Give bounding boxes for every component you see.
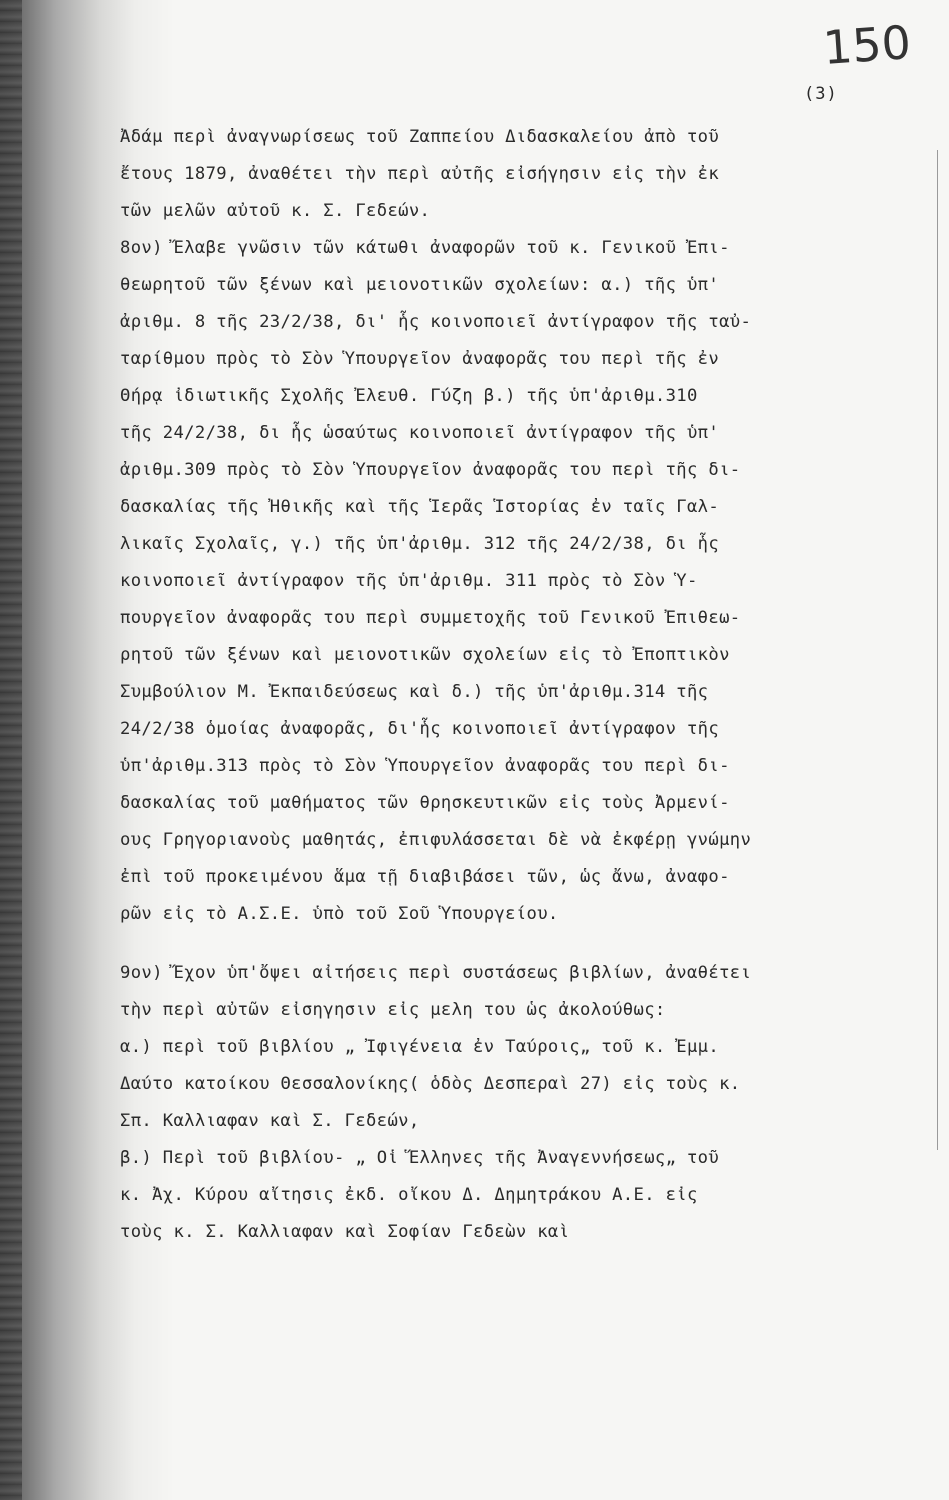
text-line: Θήρᾳ ἰδιωτικῆς Σχολῆς Ἐλευθ. Γύζη β.) τῆς ὑπ'ἀριθμ.310 [120, 386, 698, 406]
margin-rule [937, 150, 938, 1150]
paragraph-gap [120, 933, 935, 955]
text-line: ὑπ'ἀριθμ.313 πρὸς τὸ Σὸν Ὑπουργεῖον ἀναφορᾶς του περὶ δι- [120, 756, 730, 776]
folio-number: 150 [821, 15, 913, 75]
text-line: θεωρητοῦ τῶν ξένων καὶ μειονοτικῶν σχολείων: α.) τῆς ὑπ' [120, 275, 720, 295]
text-line: τῆς 24/2/38, δι ἧς ὡσαύτως κοινοποιεῖ ἀντίγραφον τῆς ὑπ' [120, 423, 720, 443]
text-line: ρητοῦ τῶν ξένων καὶ μειονοτικῶν σχολείων εἰς τὸ Ἐποπτικὸν [120, 645, 730, 665]
text-line: ἀριθμ.309 πρὸς τὸ Σὸν Ὑπουργεῖον ἀναφορᾶς του περὶ τῆς δι- [120, 460, 741, 480]
text-line: τῶν μελῶν αὐτοῦ κ. Σ. Γεδεών. [120, 201, 431, 221]
page-mark: (3) [804, 84, 838, 104]
text-line: Σπ. Καλλιαφαν καὶ Σ. Γεδεών, [120, 1111, 420, 1131]
text-line: β.) Περὶ τοῦ βιβλίου- „ Οἱ Ἕλληνες τῆς Ἀναγεννήσεως„ τοῦ [120, 1148, 720, 1168]
typed-text-block [120, 119, 935, 1251]
text-line: Ἀδάμ περὶ ἀναγνωρίσεως τοῦ Ζαππείου Διδασκαλείου ἀπὸ τοῦ [120, 127, 720, 147]
text-line: κ. Ἀχ. Κύρου αἴτησις ἐκδ. οἴκου Δ. Δημητράκου Α.Ε. εἰς [120, 1185, 698, 1205]
text-line: κοινοποιεῖ ἀντίγραφον τῆς ὑπ'ἀριθμ. 311 πρὸς τὸ Σὸν Ὑ- [120, 571, 698, 591]
text-line: ἐπὶ τοῦ προκειμένου ἅμα τῇ διαβιβάσει τῶν, ὡς ἄνω, ἀναφο- [120, 867, 730, 887]
text-line: 24/2/38 ὁμοίας ἀναφορᾶς, δι'ἧς κοινοποιεῖ ἀντίγραφον τῆς [120, 719, 720, 739]
text-line: τὴν περὶ αὐτῶν εἰσηγησιν εἰς μελη του ὡς ἀκολούθως: [120, 1000, 666, 1020]
book-binding-edge [0, 0, 22, 1500]
text-line: α.) περὶ τοῦ βιβλίου „ Ἰφιγένεια ἐν Ταύροις„ τοῦ κ. Ἐμμ. [120, 1037, 720, 1057]
text-line: ταρίθμου πρὸς τὸ Σὸν Ὑπουργεῖον ἀναφορᾶς του περὶ τῆς ἐν [120, 349, 720, 369]
text-line: ρῶν εἰς τὸ Α.Σ.Ε. ὑπὸ τοῦ Σοῦ Ὑπουργείου. [120, 904, 559, 924]
text-line: τοὺς κ. Σ. Καλλιαφαν καὶ Σοφίαν Γεδεὼν καὶ [120, 1222, 570, 1242]
text-line: ἔτους 1879, ἀναθέτει τὴν περὶ αὐτῆς εἰσήγησιν εἰς τὴν ἐκ [120, 164, 720, 184]
text-line: λικαῖς Σχολαῖς, γ.) τῆς ὑπ'ἀριθμ. 312 τῆς 24/2/38, δι ἧς [120, 534, 720, 554]
text-line: Συμβούλιον Μ. Ἐκπαιδεύσεως καὶ δ.) τῆς ὑπ'ἀριθμ.314 τῆς [120, 682, 709, 702]
text-line: πουργεῖον ἀναφορᾶς του περὶ συμμετοχῆς τοῦ Γενικοῦ Ἐπιθεω- [120, 608, 741, 628]
text-line: Δαύτο κατοίκου Θεσσαλονίκης( ὁδὸς Δεσπεραὶ 27) εἰς τοὺς κ. [120, 1074, 741, 1094]
text-line: ἀριθμ. 8 τῆς 23/2/38, δι' ἧς κοινοποιεῖ ἀντίγραφον τῆς ταὐ- [120, 312, 752, 332]
text-line: 9ον) Ἔχον ὑπ'ὄψει αἰτήσεις περὶ συστάσεως βιβλίων, ἀναθέτει [120, 963, 752, 983]
text-line: δασκαλίας τῆς Ἠθικῆς καὶ τῆς Ἱερᾶς Ἱστορίας ἐν ταῖς Γαλ- [120, 497, 720, 517]
text-line: 8ον) Ἔλαβε γνῶσιν τῶν κάτωθι ἀναφορῶν τοῦ κ. Γενικοῦ Ἐπι- [120, 238, 730, 258]
text-line: ους Γρηγοριανοὺς μαθητάς, ἐπιφυλάσσεται δὲ νὰ ἐκφέρῃ γνώμην [120, 830, 752, 850]
text-line: δασκαλίας τοῦ μαθήματος τῶν θρησκευτικῶν εἰς τοὺς Ἀρμενί- [120, 793, 730, 813]
